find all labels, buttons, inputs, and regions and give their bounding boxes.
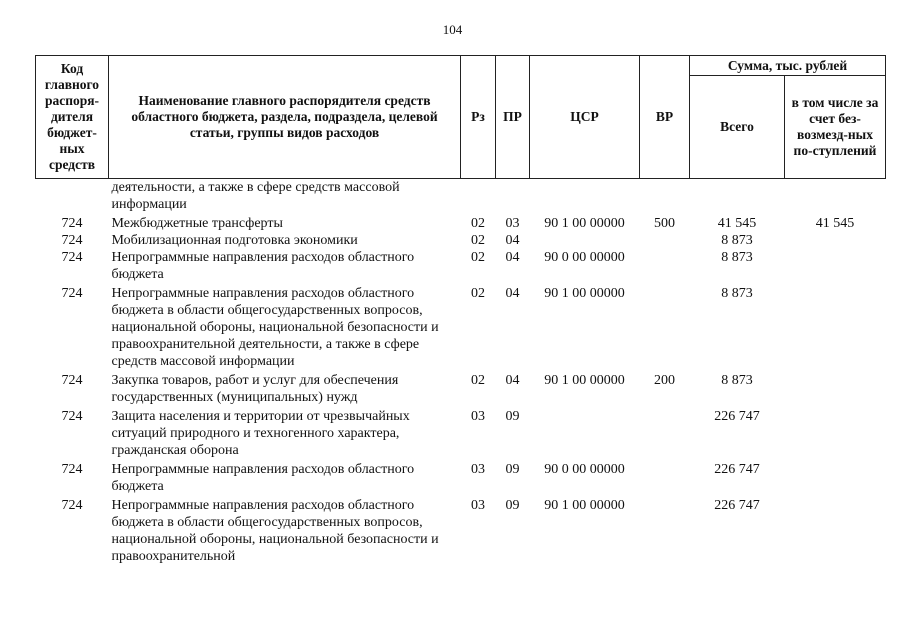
cell-vr (640, 497, 690, 565)
header-total: Всего (690, 76, 785, 179)
header-rz: Рз (461, 56, 496, 179)
cell-name: Защита населения и территории от чрезвычайных ситуаций природного и техногенного характера, гражданская оборона (111, 409, 410, 458)
cell-rz: 03 (471, 498, 485, 513)
table-header (36, 56, 886, 179)
cell-rz: 02 (471, 373, 485, 388)
cell-name: Непрограммные направления расходов областного бюджета в области общегосударственных вопросов, национальной обороны, национальной безопасности и правоохранительной (111, 498, 439, 564)
cell-vr (640, 179, 690, 216)
table-row (36, 408, 886, 461)
cell-rz: 03 (471, 409, 485, 424)
table-row (36, 461, 886, 497)
cell-rz: 02 (471, 216, 485, 231)
cell-rz: 02 (471, 250, 485, 265)
cell-csr: 90 1 00 00000 (544, 373, 625, 388)
header-summa: Сумма, тыс. рублей (690, 56, 886, 76)
cell-free (785, 285, 886, 372)
cell-kod: 724 (61, 286, 83, 301)
cell-name: Непрограммные направления расходов областного бюджета в области общегосударственных вопросов, национальной обороны, национальной безопасности и правоохранительной деятельности, а также в сфере средств массовой информации (111, 286, 439, 369)
cell-csr (530, 179, 640, 216)
cell-kod (36, 179, 109, 216)
cell-vr (640, 285, 690, 372)
table-row (36, 372, 886, 408)
cell-free (785, 372, 886, 408)
cell-free (785, 461, 886, 497)
table-row (36, 215, 886, 232)
budget-table (35, 55, 886, 565)
cell-name: Мобилизационная подготовка экономики (111, 233, 358, 248)
cell-free: 41 545 (815, 216, 855, 231)
cell-csr: 90 0 00 00000 (544, 250, 625, 265)
table-row (36, 179, 886, 216)
cell-kod: 724 (61, 498, 83, 513)
cell-name: деятельности, а также в сфере средств массовой информации (111, 180, 400, 212)
cell-pr: 04 (505, 233, 520, 248)
cell-free (785, 408, 886, 461)
cell-name: Непрограммные направления расходов областного бюджета (111, 250, 415, 282)
cell-kod: 724 (61, 373, 83, 388)
table-row (36, 249, 886, 285)
cell-pr: 04 (505, 250, 520, 265)
cell-kod: 724 (61, 250, 83, 265)
cell-total: 226 747 (714, 409, 760, 424)
cell-free (785, 249, 886, 285)
cell-csr: 90 0 00 00000 (544, 462, 625, 477)
cell-total: 226 747 (714, 498, 760, 513)
cell-csr: 90 1 00 00000 (544, 216, 625, 231)
cell-pr (496, 179, 530, 216)
cell-pr: 03 (505, 216, 520, 231)
cell-rz: 03 (471, 462, 485, 477)
cell-csr: 90 1 00 00000 (544, 286, 625, 301)
header-vr: ВР (640, 56, 690, 179)
cell-total: 226 747 (714, 462, 760, 477)
cell-total: 8 873 (721, 250, 753, 265)
cell-vr (640, 461, 690, 497)
header-csr: ЦСР (530, 56, 640, 179)
table-row (36, 497, 886, 565)
cell-total: 8 873 (721, 233, 753, 248)
cell-free (785, 232, 886, 249)
cell-kod: 724 (61, 233, 83, 248)
cell-pr: 09 (505, 498, 520, 513)
cell-vr: 200 (654, 373, 675, 388)
table-row (36, 285, 886, 372)
cell-csr (530, 408, 640, 461)
cell-rz (461, 179, 496, 216)
cell-vr (640, 249, 690, 285)
cell-vr (640, 408, 690, 461)
page-number: 104 (442, 22, 463, 37)
cell-kod: 724 (61, 409, 83, 424)
cell-total: 8 873 (721, 286, 753, 301)
cell-total: 41 545 (717, 216, 757, 231)
cell-csr (530, 232, 640, 249)
cell-pr: 04 (505, 286, 520, 301)
cell-vr: 500 (654, 216, 675, 231)
cell-kod: 724 (61, 462, 83, 477)
cell-rz: 02 (471, 286, 485, 301)
cell-vr (640, 232, 690, 249)
cell-name: Непрограммные направления расходов областного бюджета (111, 462, 415, 494)
cell-csr: 90 1 00 00000 (544, 498, 625, 513)
cell-name: Закупка товаров, работ и услуг для обеспечения государственных (муниципальных) нужд (111, 373, 399, 405)
header-name: Наименование главного распорядителя средств областного бюджета, раздела, подраздела, целевой статьи, группы видов расходов (109, 56, 461, 179)
cell-total (690, 179, 785, 216)
header-pr: ПР (496, 56, 530, 179)
cell-rz: 02 (471, 233, 485, 248)
cell-free (785, 497, 886, 565)
table-body (36, 179, 886, 566)
cell-total: 8 873 (721, 373, 753, 388)
table-row (36, 232, 886, 249)
cell-kod: 724 (61, 216, 83, 231)
cell-name: Межбюджетные трансферты (111, 216, 283, 231)
header-kod: Код главного распоря-дителя бюджет-ных средств (36, 56, 109, 179)
header-free: в том числе за счет без-возмезд-ных по-ступлений (785, 76, 886, 179)
cell-pr: 04 (505, 373, 520, 388)
cell-pr: 09 (505, 462, 520, 477)
cell-free (785, 179, 886, 216)
cell-pr: 09 (505, 409, 520, 424)
